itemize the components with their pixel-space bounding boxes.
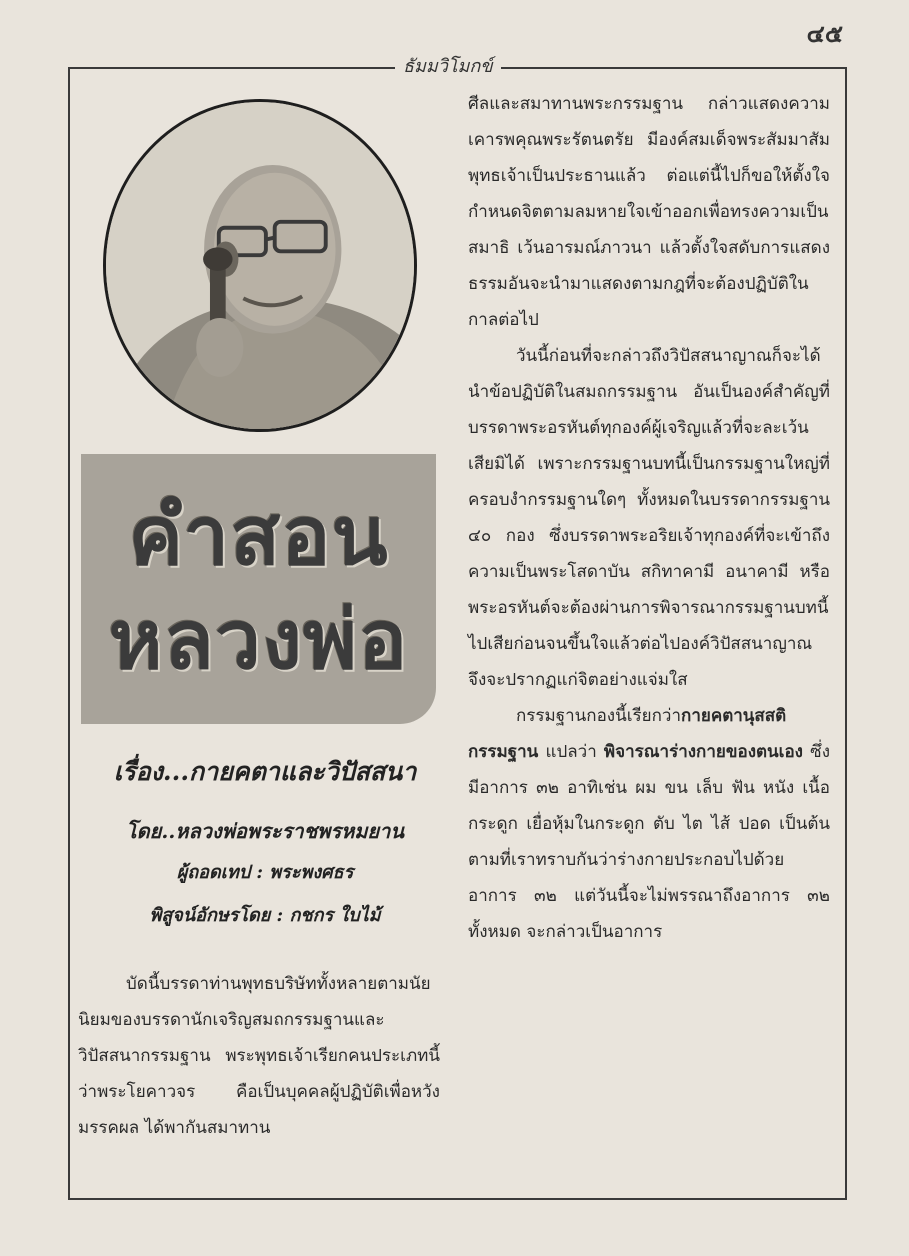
monk-portrait-illustration	[106, 102, 414, 429]
article-transcriber: ผู้ถอดเทป : พระพงศธร	[176, 862, 354, 883]
running-head: ธัมมวิโมกข์	[395, 57, 501, 77]
right-column-body	[468, 86, 830, 950]
page-number: ๔๕	[806, 19, 843, 48]
paragraph3-lead: กรรมฐานกองนี้เรียกว่า	[516, 706, 682, 726]
article-title-line-1: คำสอน	[128, 489, 389, 584]
paragraph3-term: กายคตานุสสติกรรมฐาน	[468, 706, 787, 762]
article-title-box	[81, 454, 436, 724]
right-paragraph-1: ศีลและสมาทานพระกรรมฐาน กล่าวแสดงความเคารพคุณพระรัตนตรัย มีองค์สมเด็จพระสัมมาสัมพุทธเจ้าเป็นประธานแล้ว ต่อแต่นี้ไปก็ขอให้ตั้งใจกำหนดจิตตามลมหายใจเข้าออกเพื่อทรงความเป็นสมาธิ เว้นอารมณ์ภาวนา แล้วตั้งใจสดับการแสดงธรรมอันจะนำมาแสดงตามกฎที่จะต้องปฏิบัติในกาลต่อไป	[468, 94, 830, 330]
article-title-line-2: หลวงพ่อ	[108, 593, 409, 688]
article-author: โดย..หลวงพ่อพระราชพรหมยาน	[125, 819, 405, 843]
left-column-body	[78, 966, 440, 1146]
paragraph3-mid: แปลว่า	[538, 742, 604, 762]
article-subject: เรื่อง...กายคตาและวิปัสสนา	[113, 757, 417, 786]
left-paragraph: บัดนี้บรรดาท่านพุทธบริษัททั้งหลายตามนัยนิยมของบรรดานักเจริญสมถกรรมฐานและวิปัสสนากรรมฐาน พระพุทธเจ้าเรียกคนประเภทนี้ว่าพระโยคาวจร คือเป็นบุคคลผู้ปฏิบัติเพื่อหวังมรรคผล ได้พากันสมาทาน	[78, 974, 440, 1138]
right-paragraph-2: วันนี้ก่อนที่จะกล่าวถึงวิปัสสนาญาณก็จะได้นำข้อปฏิบัติในสมถกรรมฐาน อันเป็นองค์สำคัญที่บรรดาพระอรหันต์ทุกองค์ผู้เจริญแล้วที่จะละเว้นเสียมิได้ เพราะกรรมฐานบทนี้เป็นกรรมฐานใหญ่ที่ครอบงำกรรมฐานใดๆ ทั้งหมดในบรรดากรรมฐาน ๔๐ กอง ซึ่งบรรดาพระอริยเจ้าทุกองค์ที่จะเข้าถึงความเป็นพระโสดาบัน สกิทาคามี อนาคามี หรือพระอรหันต์จะต้องผ่านการพิจารณากรรมฐานบทนี้ไปเสียก่อนจนขึ้นใจแล้วต่อไปองค์วิปัสสนาญาณจึงจะปรากฏแก่จิตอย่างแจ่มใส	[468, 346, 830, 690]
right-paragraph-3	[468, 698, 830, 950]
article-proofreader: พิสูจน์อักษรโดย : กชกร ใบไม้	[149, 905, 381, 926]
paragraph3-rest: ซึ่งมีอาการ ๓๒ อาทิเช่น ผม ขน เล็บ ฟัน หนัง เนื้อ กระดูก เยื่อหุ้มในกระดูก ตับ ไต ไส้ ปอด เป็นต้น ตามที่เราทราบกันว่าร่างกายประกอบไปด้วยอาการ ๓๒ แต่วันนี้จะไม่พรรณาถึงอาการ ๓๒ ทั้งหมด จะกล่าวเป็นอาการ	[468, 742, 830, 942]
paragraph3-meaning: พิจารณาร่างกายของตนเอง	[603, 742, 803, 762]
portrait-photo	[103, 99, 417, 432]
